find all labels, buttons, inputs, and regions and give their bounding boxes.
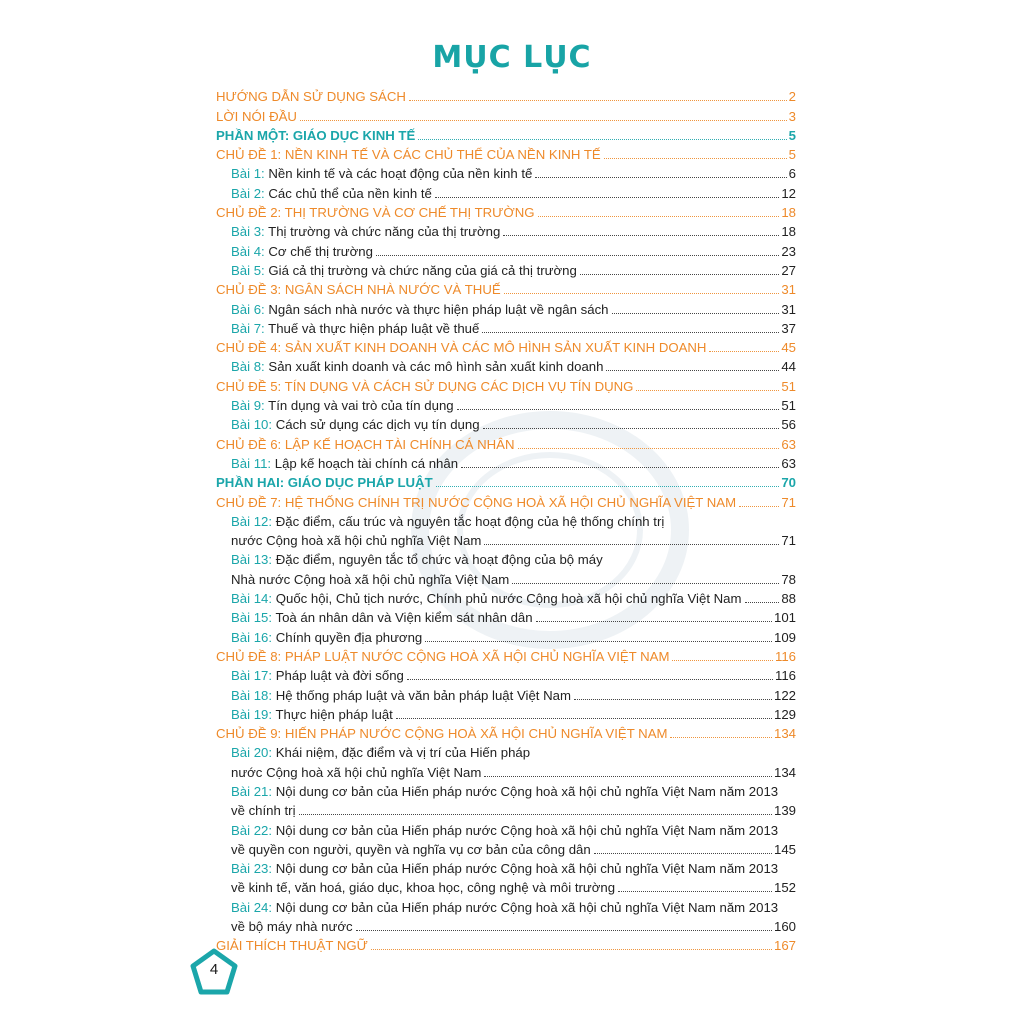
toc-lesson-title: nước Cộng hoà xã hội chủ nghĩa Việt Nam bbox=[231, 764, 482, 780]
toc-entry-title bbox=[231, 590, 742, 607]
toc-entry-title bbox=[231, 667, 404, 684]
toc-entry-title bbox=[231, 455, 458, 472]
toc-lesson-title: Toà án nhân dân và Viện kiểm sát nhân dân bbox=[272, 610, 533, 626]
toc-entry-page: 23 bbox=[781, 243, 796, 259]
toc-lesson-number: Bài 4: bbox=[231, 243, 265, 259]
toc-entry-title: CHỦ ĐỀ 5: TÍN DỤNG VÀ CÁCH SỬ DỤNG CÁC DỊCH VỤ TÍN DỤNG bbox=[216, 378, 634, 394]
toc-lesson-entry[interactable] bbox=[216, 781, 796, 800]
toc-section-entry[interactable] bbox=[216, 105, 796, 124]
toc-lesson-number: Bài 17: bbox=[231, 668, 273, 684]
toc-entry-page: 129 bbox=[773, 706, 796, 722]
toc-lesson-entry[interactable] bbox=[216, 819, 796, 838]
toc-entry-page: 116 bbox=[774, 648, 796, 664]
toc-lesson-title: Nội dung cơ bản của Hiến pháp nước Cộng hoà xã hội chủ nghĩa Việt Nam năm 2013 bbox=[272, 822, 779, 838]
toc-entry-title: CHỦ ĐỀ 8: PHÁP LUẬT NƯỚC CỘNG HOÀ XÃ HỘI CHỦ NGHĨA VIỆT NAM bbox=[216, 648, 670, 664]
toc-lesson-entry[interactable] bbox=[216, 453, 796, 472]
toc-lesson-number: Bài 16: bbox=[231, 629, 273, 645]
toc-section-entry[interactable] bbox=[216, 202, 796, 221]
toc-leader-dots bbox=[457, 409, 780, 410]
toc-leader-dots bbox=[371, 949, 772, 950]
toc-entry-title bbox=[231, 416, 480, 433]
toc-leader-dots bbox=[739, 506, 779, 507]
toc-lesson-number: Bài 24: bbox=[231, 899, 273, 915]
toc-leader-dots bbox=[356, 930, 772, 931]
toc-lesson-number: Bài 12: bbox=[231, 513, 273, 529]
toc-section-entry[interactable] bbox=[216, 723, 796, 742]
toc-entry-title bbox=[231, 629, 422, 646]
toc-lesson-title: Quốc hội, Chủ tịch nước, Chính phủ nước Cộng hoà xã hội chủ nghĩa Việt Nam bbox=[272, 591, 742, 607]
toc-entry-title bbox=[231, 706, 393, 723]
toc-entry-page: 70 bbox=[781, 475, 796, 491]
toc-lesson-entry[interactable] bbox=[216, 240, 796, 259]
toc-entry-page: 116 bbox=[774, 668, 796, 684]
toc-entry-page: 167 bbox=[773, 938, 796, 954]
toc-leader-dots bbox=[299, 814, 772, 815]
toc-leader-dots bbox=[418, 139, 786, 140]
toc-lesson-entry-continued bbox=[216, 839, 796, 858]
toc-entry-title: CHỦ ĐỀ 9: HIẾN PHÁP NƯỚC CỘNG HOÀ XÃ HỘI CHỦ NGHĨA VIỆT NAM bbox=[216, 726, 668, 742]
toc-entry-page: 44 bbox=[781, 359, 796, 375]
toc-entry-page: 2 bbox=[788, 89, 796, 105]
toc-lesson-number: Bài 11: bbox=[231, 455, 272, 471]
toc-entry-title bbox=[231, 860, 778, 877]
toc-lesson-number: Bài 1: bbox=[231, 166, 265, 182]
toc-entry-page: 56 bbox=[781, 417, 796, 433]
toc-leader-dots bbox=[594, 853, 772, 854]
toc-leader-dots bbox=[461, 467, 779, 468]
toc-lesson-entry[interactable] bbox=[216, 742, 796, 761]
toc-leader-dots bbox=[672, 660, 773, 661]
toc-entry-page: 145 bbox=[773, 841, 796, 857]
toc-entry-title bbox=[231, 262, 577, 279]
toc-lesson-title: Đặc điểm, nguyên tắc tổ chức và hoạt động của bộ máy bbox=[272, 552, 603, 568]
toc-lesson-entry[interactable] bbox=[216, 414, 796, 433]
toc-lesson-entry-continued bbox=[216, 916, 796, 935]
toc-entry-page: 101 bbox=[773, 610, 796, 626]
toc-leader-dots bbox=[503, 235, 779, 236]
toc-lesson-entry[interactable] bbox=[216, 395, 796, 414]
toc-entry-title bbox=[231, 513, 664, 530]
toc-lesson-entry-continued bbox=[216, 761, 796, 780]
toc-section-entry[interactable] bbox=[216, 433, 796, 452]
toc-entry-title: PHẦN HAI: GIÁO DỤC PHÁP LUẬT bbox=[216, 475, 433, 491]
toc-lesson-number: Bài 15: bbox=[231, 610, 273, 626]
toc-entry-page: 5 bbox=[788, 147, 796, 163]
toc-leader-dots bbox=[425, 641, 772, 642]
toc-entry-title bbox=[231, 687, 571, 704]
toc-entry-title bbox=[231, 185, 432, 202]
toc-entry-title bbox=[231, 783, 778, 800]
toc-lesson-number: Bài 20: bbox=[231, 745, 273, 761]
toc-lesson-entry[interactable] bbox=[216, 684, 796, 703]
toc-lesson-number: Bài 6: bbox=[231, 301, 265, 317]
toc-entry-page: 63 bbox=[781, 455, 796, 471]
toc-lesson-entry[interactable] bbox=[216, 182, 796, 201]
toc-entry-title: CHỦ ĐỀ 6: LẬP KẾ HOẠCH TÀI CHÍNH CÁ NHÂN bbox=[216, 436, 515, 452]
toc-leader-dots bbox=[538, 216, 780, 217]
toc-lesson-entry-continued bbox=[216, 800, 796, 819]
toc-lesson-number: Bài 7: bbox=[231, 320, 265, 336]
toc-lesson-title: Giá cả thị trường và chức năng của giá cả thị trường bbox=[264, 262, 577, 278]
toc-part-entry[interactable] bbox=[216, 125, 796, 144]
toc-entry-page: 134 bbox=[773, 764, 796, 780]
toc-entry-page: 139 bbox=[773, 803, 796, 819]
toc-leader-dots bbox=[636, 390, 779, 391]
toc-entry-page: 51 bbox=[781, 398, 796, 414]
toc-lesson-title: Cách sử dụng các dịch vụ tín dụng bbox=[272, 417, 480, 433]
toc-lesson-number: Bài 14: bbox=[231, 591, 273, 607]
toc-entry-page: 122 bbox=[773, 687, 796, 703]
toc-entry-page: 160 bbox=[773, 919, 796, 935]
toc-leader-dots bbox=[300, 120, 787, 121]
toc-leader-dots bbox=[512, 583, 779, 584]
toc-entry-page: 6 bbox=[788, 166, 796, 182]
toc-entry-page: 78 bbox=[781, 571, 796, 587]
toc-entry-page: 5 bbox=[788, 127, 796, 143]
toc-lesson-entry-continued bbox=[216, 568, 796, 587]
toc-leader-dots bbox=[745, 602, 780, 603]
toc-leader-dots bbox=[606, 370, 779, 371]
toc-lesson-number: Bài 18: bbox=[231, 687, 273, 703]
toc-leader-dots bbox=[612, 313, 780, 314]
toc-leader-dots bbox=[618, 891, 772, 892]
toc-lesson-number: Bài 3: bbox=[231, 224, 265, 240]
toc-entry-title bbox=[231, 551, 603, 568]
toc-entry-title: CHỦ ĐỀ 7: HỆ THỐNG CHÍNH TRỊ NƯỚC CỘNG HOÀ XÃ HỘI CHỦ NGHĨA VIỆT NAM bbox=[216, 494, 737, 510]
toc-leader-dots bbox=[376, 255, 779, 256]
toc-entry-title bbox=[231, 397, 454, 414]
toc-entry-title bbox=[231, 320, 479, 337]
toc-leader-dots bbox=[435, 197, 779, 198]
toc-section-entry[interactable] bbox=[216, 279, 796, 298]
toc-lesson-title: Hệ thống pháp luật và văn bản pháp luật Việt Nam bbox=[272, 687, 571, 703]
toc-lesson-title: nước Cộng hoà xã hội chủ nghĩa Việt Nam bbox=[231, 533, 482, 549]
toc-entry-page: 12 bbox=[781, 185, 796, 201]
toc-lesson-title: Ngân sách nhà nước và thực hiện pháp luật về ngân sách bbox=[264, 301, 609, 317]
toc-entry-page: 63 bbox=[781, 436, 796, 452]
toc-leader-dots bbox=[709, 351, 779, 352]
toc-lesson-entry[interactable] bbox=[216, 704, 796, 723]
toc-lesson-entry[interactable] bbox=[216, 858, 796, 877]
toc-entry-title bbox=[231, 899, 778, 916]
toc-section-entry[interactable] bbox=[216, 144, 796, 163]
toc-lesson-title: Thực hiện pháp luật bbox=[272, 706, 393, 722]
toc-lesson-entry[interactable] bbox=[216, 318, 796, 337]
toc-lesson-number: Bài 23: bbox=[231, 861, 273, 877]
toc-lesson-title: về kinh tế, văn hoá, giáo dục, khoa học, công nghệ và môi trường bbox=[231, 880, 616, 896]
toc-lesson-number: Bài 10: bbox=[231, 417, 273, 433]
toc-entry-title bbox=[231, 243, 373, 260]
toc-lesson-entry-continued bbox=[216, 877, 796, 896]
toc-entry-page: 27 bbox=[781, 262, 796, 278]
toc-lesson-number: Bài 2: bbox=[231, 185, 265, 201]
toc-entry-page: 18 bbox=[781, 224, 796, 240]
toc-leader-dots bbox=[436, 486, 780, 487]
toc-lesson-title: Nhà nước Cộng hoà xã hội chủ nghĩa Việt Nam bbox=[231, 571, 510, 587]
toc-lesson-number: Bài 13: bbox=[231, 552, 273, 568]
toc-entry-page: 31 bbox=[781, 282, 796, 298]
toc-leader-dots bbox=[518, 448, 780, 449]
toc-lesson-entry[interactable] bbox=[216, 221, 796, 240]
toc-lesson-number: Bài 19: bbox=[231, 706, 273, 722]
toc-lesson-title: Lập kế hoạch tài chính cá nhân bbox=[271, 455, 459, 471]
toc-entry-page: 134 bbox=[773, 726, 796, 742]
toc-leader-dots bbox=[536, 621, 772, 622]
toc-lesson-title: Pháp luật và đời sống bbox=[272, 668, 404, 684]
toc-lesson-title: Tín dụng và vai trò của tín dụng bbox=[264, 398, 454, 414]
toc-entry-page: 71 bbox=[781, 533, 796, 549]
toc-lesson-title: Các chủ thể của nền kinh tế bbox=[264, 185, 432, 201]
toc-section-entry[interactable] bbox=[216, 337, 796, 356]
toc-lesson-title: Đặc điểm, cấu trúc và nguyên tắc hoạt động của hệ thống chính trị bbox=[272, 513, 665, 529]
toc-lesson-title: Thị trường và chức năng của thị trường bbox=[264, 224, 501, 240]
toc-lesson-entry[interactable] bbox=[216, 298, 796, 317]
toc-lesson-number: Bài 21: bbox=[231, 783, 273, 799]
toc-lesson-entry[interactable] bbox=[216, 163, 796, 182]
toc-entry-page: 109 bbox=[773, 629, 796, 645]
toc-part-entry[interactable] bbox=[216, 472, 796, 491]
toc-entry-title bbox=[231, 744, 530, 761]
toc-entry-title bbox=[231, 358, 603, 375]
toc-lesson-title: Sản xuất kinh doanh và các mô hình sản xuất kinh doanh bbox=[264, 359, 604, 375]
toc-leader-dots bbox=[482, 332, 779, 333]
toc-entry-title: GIẢI THÍCH THUẬT NGỮ bbox=[216, 938, 368, 954]
toc-lesson-title: Nền kinh tế và các hoạt động của nền kinh tế bbox=[264, 166, 533, 182]
toc-lesson-entry-continued bbox=[216, 530, 796, 549]
toc-entry-title: LỜI NÓI ĐẦU bbox=[216, 108, 297, 124]
toc-entry-title: PHẦN MỘT: GIÁO DỤC KINH TẾ bbox=[216, 127, 416, 143]
toc-lesson-entry[interactable] bbox=[216, 626, 796, 645]
toc-entry-page: 37 bbox=[781, 320, 796, 336]
toc-lesson-entry[interactable] bbox=[216, 665, 796, 684]
toc-leader-dots bbox=[407, 679, 773, 680]
toc-leader-dots bbox=[483, 428, 780, 429]
toc-lesson-number: Bài 8: bbox=[231, 359, 265, 375]
toc-entry-title: CHỦ ĐỀ 3: NGÂN SÁCH NHÀ NƯỚC VÀ THUẾ bbox=[216, 282, 501, 298]
toc-leader-dots bbox=[670, 737, 772, 738]
toc-leader-dots bbox=[604, 158, 787, 159]
table-of-contents bbox=[216, 86, 796, 954]
toc-lesson-title: Khái niệm, đặc điểm và vị trí của Hiến pháp bbox=[272, 745, 531, 761]
toc-lesson-entry[interactable] bbox=[216, 896, 796, 915]
page-number: 4 bbox=[209, 961, 219, 978]
toc-lesson-number: Bài 9: bbox=[231, 398, 265, 414]
toc-lesson-entry[interactable] bbox=[216, 607, 796, 626]
toc-lesson-number: Bài 5: bbox=[231, 262, 265, 278]
toc-lesson-title: về quyền con người, quyền và nghĩa vụ cơ bản của công dân bbox=[231, 841, 591, 857]
toc-entry-title: CHỦ ĐỀ 2: THỊ TRƯỜNG VÀ CƠ CHẾ THỊ TRƯỜNG bbox=[216, 205, 535, 221]
toc-entry-title bbox=[231, 165, 532, 182]
toc-leader-dots bbox=[484, 544, 779, 545]
toc-lesson-title: về bộ máy nhà nước bbox=[231, 919, 353, 935]
toc-entry-title bbox=[231, 301, 609, 318]
toc-entry-page: 88 bbox=[781, 591, 796, 607]
toc-leader-dots bbox=[396, 718, 772, 719]
toc-entry-page: 45 bbox=[781, 340, 796, 356]
toc-leader-dots bbox=[580, 274, 780, 275]
toc-entry-title: CHỦ ĐỀ 4: SẢN XUẤT KINH DOANH VÀ CÁC MÔ HÌNH SẢN XUẤT KINH DOANH bbox=[216, 340, 707, 356]
toc-lesson-entry[interactable] bbox=[216, 588, 796, 607]
toc-entry-title: CHỦ ĐỀ 1: NỀN KINH TẾ VÀ CÁC CHỦ THỂ CỦA NỀN KINH TẾ bbox=[216, 147, 601, 163]
toc-leader-dots bbox=[409, 100, 787, 101]
toc-section-entry[interactable] bbox=[216, 646, 796, 665]
toc-lesson-entry[interactable] bbox=[216, 260, 796, 279]
toc-entry-page: 152 bbox=[773, 880, 796, 896]
toc-entry-title bbox=[231, 223, 500, 240]
toc-leader-dots bbox=[484, 776, 772, 777]
toc-lesson-entry[interactable] bbox=[216, 356, 796, 375]
toc-leader-dots bbox=[574, 699, 772, 700]
toc-lesson-title: Thuế và thực hiện pháp luật về thuế bbox=[264, 320, 480, 336]
toc-lesson-title: về chính trị bbox=[231, 803, 296, 819]
toc-entry-title bbox=[231, 609, 533, 626]
toc-section-entry[interactable] bbox=[216, 375, 796, 394]
toc-section-entry[interactable] bbox=[216, 86, 796, 105]
toc-lesson-title: Nội dung cơ bản của Hiến pháp nước Cộng hoà xã hội chủ nghĩa Việt Nam năm 2013 bbox=[272, 861, 779, 877]
toc-lesson-entry[interactable] bbox=[216, 511, 796, 530]
toc-entry-title: HƯỚNG DẪN SỬ DỤNG SÁCH bbox=[216, 89, 406, 105]
toc-entry-page: 18 bbox=[781, 205, 796, 221]
toc-lesson-title: Cơ chế thị trường bbox=[264, 243, 373, 259]
toc-leader-dots bbox=[535, 177, 786, 178]
toc-lesson-title: Nội dung cơ bản của Hiến pháp nước Cộng hoà xã hội chủ nghĩa Việt Nam năm 2013 bbox=[272, 899, 779, 915]
toc-section-entry[interactable] bbox=[216, 491, 796, 510]
page-title: MỤC LỤC bbox=[432, 40, 592, 75]
toc-entry-page: 3 bbox=[788, 108, 796, 124]
toc-leader-dots bbox=[504, 293, 780, 294]
toc-section-entry[interactable] bbox=[216, 935, 796, 954]
toc-lesson-entry[interactable] bbox=[216, 549, 796, 568]
toc-lesson-title: Chính quyền địa phương bbox=[272, 629, 423, 645]
toc-entry-page: 71 bbox=[781, 494, 796, 510]
toc-lesson-number: Bài 22: bbox=[231, 822, 273, 838]
toc-entry-page: 31 bbox=[781, 301, 796, 317]
toc-entry-title bbox=[231, 822, 778, 839]
toc-lesson-title: Nội dung cơ bản của Hiến pháp nước Cộng hoà xã hội chủ nghĩa Việt Nam năm 2013 bbox=[272, 783, 779, 799]
toc-entry-page: 51 bbox=[781, 378, 796, 394]
